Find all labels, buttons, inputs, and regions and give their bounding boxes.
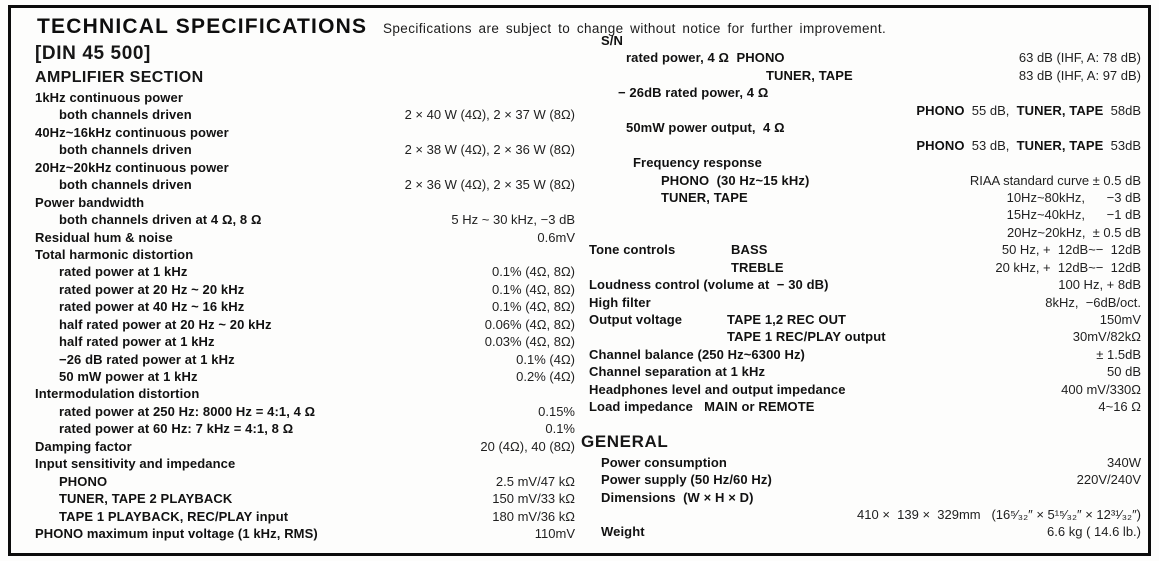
spec-label: rated power, 4 Ω PHONO [626, 50, 785, 66]
spec-value: 400 mV/330Ω [1061, 381, 1141, 397]
spec-value: 0.2% (4Ω) [516, 369, 575, 384]
spec-label: High filter [589, 294, 651, 310]
spec-value: 6.6 kg ( 14.6 lb.) [1047, 524, 1141, 540]
din-standard-label: [DIN 45 500] [35, 43, 151, 64]
spec-value: PHONO 55 dB, TUNER, TAPE 58dB [916, 102, 1141, 118]
general-section-heading: GENERAL [581, 431, 669, 451]
spec-row [35, 420, 575, 437]
spec-row [581, 471, 1141, 488]
spec-label: 40Hz~16kHz continuous power [35, 124, 229, 140]
spec-label: PHONO [59, 473, 108, 489]
spec-label: rated power at 40 Hz ~ 16 kHz [59, 299, 245, 315]
spec-row [35, 263, 575, 280]
spec-value: 220V/240V [1076, 472, 1141, 488]
spec-label: Intermodulation distortion [35, 386, 200, 402]
spec-row [581, 489, 1141, 506]
spec-row [35, 124, 575, 141]
spec-label: −26 dB rated power at 1 kHz [59, 351, 235, 367]
spec-row [35, 490, 575, 507]
spec-row [581, 346, 1141, 363]
spec-row [581, 363, 1141, 380]
spec-row [581, 506, 1141, 523]
spec-row [35, 351, 575, 368]
spec-row [581, 154, 1141, 171]
spec-row [581, 311, 1141, 328]
spec-row [35, 141, 575, 158]
spec-row [35, 194, 575, 211]
spec-value: 2 × 40 W (4Ω), 2 × 37 W (8Ω) [404, 107, 575, 123]
spec-label: both channels driven [59, 177, 192, 193]
spec-value: 150mV [1099, 312, 1141, 327]
spec-row [581, 259, 1141, 276]
spec-row [35, 159, 575, 176]
spec-label: both channels driven at 4 Ω, 8 Ω [59, 212, 262, 228]
spec-row [581, 172, 1141, 189]
spec-row [581, 119, 1141, 136]
spec-label: 50mW power output, 4 Ω [626, 120, 785, 136]
spec-label: rated power at 250 Hz: 8000 Hz = 4:1, 4 Ω [59, 403, 316, 419]
amplifier-spec-rows [35, 89, 575, 542]
spec-row [35, 438, 575, 455]
spec-label: half rated power at 20 Hz ~ 20 kHz [59, 316, 272, 332]
spec-value: 20Hz~20kHz, ± 0.5 dB [1007, 224, 1141, 240]
spec-label: 1kHz continuous power [35, 90, 184, 105]
spec-label: S/N [601, 33, 623, 48]
spec-value: 4~16 Ω [1098, 399, 1141, 415]
spec-label: rated power at 60 Hz: 7 kHz = 4:1, 8 Ω [59, 421, 294, 437]
page-title: TECHNICAL SPECIFICATIONS [37, 15, 368, 38]
spec-value: 83 dB (IHF, A: 97 dB) [1018, 67, 1141, 83]
spec-row [581, 49, 1141, 66]
general-spec-rows [581, 454, 1141, 541]
spec-label: both channels driven [59, 142, 192, 158]
spec-row [581, 189, 1141, 206]
spec-sublabel: BASS [731, 242, 768, 258]
spec-row [581, 294, 1141, 311]
spec-row [581, 206, 1141, 223]
spec-value: 10Hz~80kHz, −3 dB [1006, 189, 1141, 205]
spec-row [35, 333, 575, 350]
spec-value: 20 kHz, + 12dB~− 12dB [995, 259, 1141, 275]
spec-label: both channels driven [59, 107, 192, 123]
spec-row [35, 176, 575, 193]
right-column [581, 32, 1141, 541]
spec-row [35, 385, 575, 402]
page-border-frame [8, 5, 1151, 556]
spec-value: 50 dB [1107, 364, 1141, 380]
spec-row [581, 276, 1141, 293]
spec-value: 0.6mV [537, 229, 575, 245]
spec-label: Output voltage [589, 312, 683, 327]
spec-value: 2 × 38 W (4Ω), 2 × 36 W (8Ω) [404, 142, 575, 158]
spec-sublabel: TAPE 1 REC/PLAY output [727, 329, 886, 345]
spec-value: RIAA standard curve ± 0.5 dB [969, 172, 1141, 188]
spec-label: Residual hum & noise [35, 229, 173, 245]
spec-row [35, 403, 575, 420]
spec-value: 340W [1107, 454, 1141, 470]
spec-label: PHONO maximum input voltage (1 kHz, RMS) [35, 525, 318, 541]
spec-label: Channel separation at 1 kHz [589, 364, 766, 380]
spec-label: − 26dB rated power, 4 Ω [618, 85, 769, 101]
spec-row [581, 454, 1141, 471]
spec-row [35, 246, 575, 263]
spec-row [35, 525, 575, 542]
spec-label: Frequency response [633, 155, 762, 171]
spec-row [581, 32, 1141, 49]
spec-row [35, 455, 575, 472]
spec-label: Damping factor [35, 438, 132, 454]
spec-value: 2.5 mV/47 kΩ [495, 473, 575, 489]
spec-label: Dimensions (W × H × D) [601, 489, 754, 505]
spec-label: TUNER, TAPE 2 PLAYBACK [59, 491, 233, 507]
spec-value: 63 dB (IHF, A: 78 dB) [1018, 50, 1141, 66]
spec-label: Input sensitivity and impedance [35, 456, 236, 472]
spec-value: ± 1.5dB [1096, 346, 1141, 362]
spec-label: TAPE 1 PLAYBACK, REC/PLAY input [59, 508, 289, 524]
amplifier-section-heading: AMPLIFIER SECTION [35, 69, 204, 86]
spec-value: 15Hz~40kHz, −1 dB [1006, 207, 1141, 223]
spec-row [35, 316, 575, 333]
spec-row [35, 106, 575, 123]
spec-label: TUNER, TAPE [766, 67, 853, 83]
spec-row [581, 67, 1141, 84]
spec-label: Power consumption [601, 454, 727, 470]
spec-value: 0.1% (4Ω, 8Ω) [491, 299, 575, 315]
spec-value: 8kHz, −6dB/oct. [1045, 294, 1141, 310]
spec-row [35, 368, 575, 385]
spec-value: 410 × 139 × 329mm (16⁵⁄₃₂″ × 5¹⁵⁄₃₂″ × 12³¹⁄₃₂″) [857, 506, 1141, 522]
spec-value: 5 Hz ~ 30 kHz, −3 dB [451, 212, 575, 228]
spec-value: 150 mV/33 kΩ [492, 491, 575, 507]
spec-label: Headphones level and output impedance [589, 381, 846, 397]
spec-row [581, 102, 1141, 119]
left-column [35, 41, 575, 542]
spec-label: half rated power at 1 kHz [59, 334, 215, 350]
spec-label: rated power at 1 kHz [59, 264, 188, 280]
spec-label: PHONO (30 Hz~15 kHz) [661, 172, 810, 188]
spec-row [581, 84, 1141, 101]
spec-value: 0.1% (4Ω, 8Ω) [491, 281, 575, 297]
spec-value: 0.1% [545, 421, 575, 437]
spec-value: 0.15% [538, 403, 575, 419]
spec-label: Load impedance MAIN or REMOTE [589, 399, 815, 415]
spec-label: rated power at 20 Hz ~ 20 kHz [59, 281, 245, 297]
spec-row [581, 523, 1141, 540]
spec-row [581, 241, 1141, 258]
spec-label: 50 mW power at 1 kHz [59, 369, 198, 384]
spec-row [581, 224, 1141, 241]
spec-row [35, 229, 575, 246]
spec-value: PHONO 53 dB, TUNER, TAPE 53dB [916, 137, 1141, 153]
spec-label: Weight [601, 524, 645, 540]
spec-row [581, 381, 1141, 398]
spec-value: 0.06% (4Ω, 8Ω) [484, 316, 575, 332]
spec-value: 0.1% (4Ω) [516, 351, 575, 367]
spec-label: Power bandwidth [35, 194, 145, 210]
spec-row [581, 398, 1141, 415]
spec-value: 30mV/82kΩ [1072, 329, 1141, 345]
spec-label: Total harmonic distortion [35, 246, 194, 262]
spec-label: TUNER, TAPE [661, 189, 748, 205]
spec-sublabel: TREBLE [731, 259, 784, 275]
spec-row [581, 328, 1141, 345]
spec-value: 0.1% (4Ω, 8Ω) [491, 264, 575, 280]
spec-row [35, 298, 575, 315]
spec-row [35, 89, 575, 106]
spec-row [35, 473, 575, 490]
spec-label: Channel balance (250 Hz~6300 Hz) [589, 346, 805, 362]
spec-label: Loudness control (volume at − 30 dB) [589, 277, 829, 293]
spec-row [35, 211, 575, 228]
spec-value: 0.03% (4Ω, 8Ω) [484, 334, 575, 350]
spec-label: Tone controls [589, 242, 676, 258]
spec-label: Power supply (50 Hz/60 Hz) [601, 472, 772, 488]
spec-value: 20 (4Ω), 40 (8Ω) [480, 438, 575, 454]
sn-and-controls-spec-rows [581, 32, 1141, 416]
spec-value: 180 mV/36 kΩ [492, 508, 575, 524]
spec-value: 110mV [534, 525, 575, 541]
disclaimer-note: Specifications are subject to change without notice for further improvement. [383, 21, 887, 36]
spec-row [581, 137, 1141, 154]
spec-value: 50 Hz, + 12dB~− 12dB [1001, 242, 1141, 258]
spec-row [35, 508, 575, 525]
spec-value: 100 Hz, + 8dB [1058, 277, 1141, 293]
spec-value: 2 × 36 W (4Ω), 2 × 35 W (8Ω) [404, 177, 575, 193]
spec-row [35, 281, 575, 298]
spec-sublabel: TAPE 1,2 REC OUT [727, 312, 847, 327]
spec-label: 20Hz~20kHz continuous power [35, 159, 229, 175]
